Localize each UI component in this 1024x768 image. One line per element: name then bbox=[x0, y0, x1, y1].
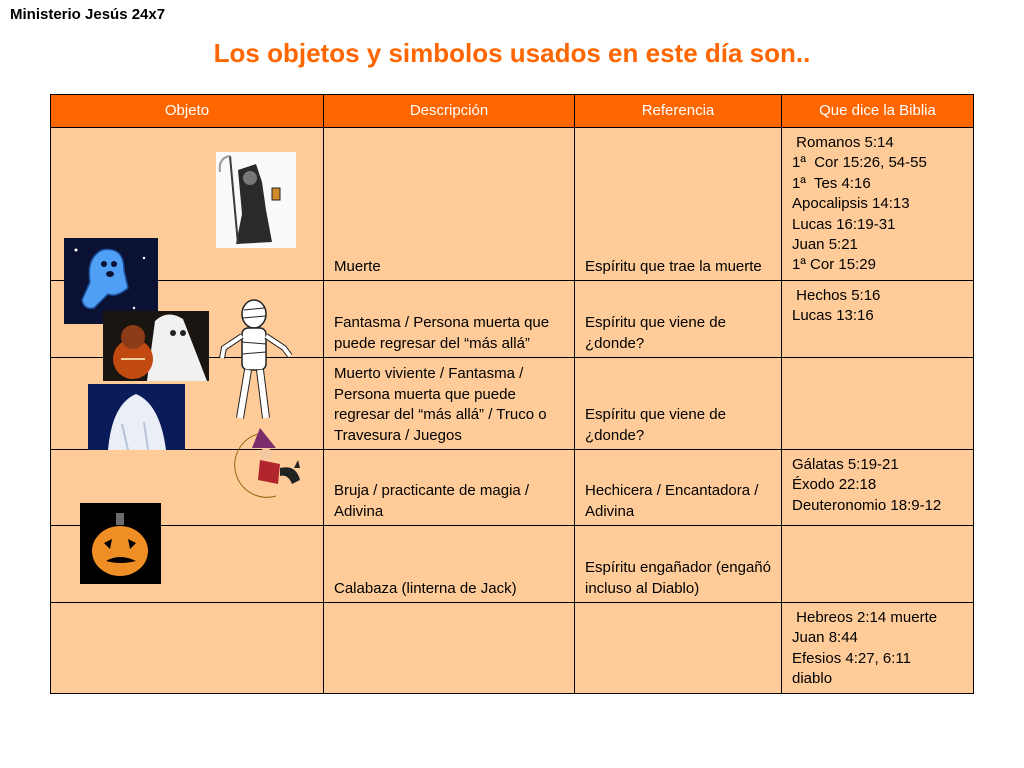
bible-reference: 1ª Tes 4:16 bbox=[792, 174, 871, 192]
table-row bbox=[51, 128, 974, 281]
cell-descripcion bbox=[324, 358, 575, 450]
table-header-row bbox=[51, 95, 974, 128]
column-header-biblia: Que dice la Biblia bbox=[782, 95, 974, 128]
white-ghost-image bbox=[88, 384, 185, 450]
bible-reference: Lucas 16:19-31 bbox=[792, 215, 896, 233]
symbols-table bbox=[50, 94, 974, 694]
descripcion-text: Muerte bbox=[334, 257, 381, 275]
mummy-image bbox=[218, 298, 296, 422]
bible-reference: 1ª Cor 15:26, 54-55 bbox=[792, 154, 927, 172]
cell-descripcion bbox=[324, 281, 575, 358]
table-row bbox=[51, 603, 974, 694]
descripcion-text: Muerto viviente / Fantasma / Persona muerta que puede regresar del “más allá” / Truco o Travesura / Juegos bbox=[334, 365, 547, 444]
cell-referencia bbox=[575, 450, 782, 526]
cell-biblia bbox=[782, 358, 974, 450]
cell-objeto bbox=[51, 603, 324, 694]
cell-descripcion bbox=[324, 603, 575, 694]
bible-reference: Juan 8:44 bbox=[792, 629, 858, 647]
bible-reference: Gálatas 5:19-21 bbox=[792, 456, 899, 473]
descripcion-text: Calabaza (linterna de Jack) bbox=[334, 579, 517, 597]
cell-biblia bbox=[782, 450, 974, 526]
cell-descripcion bbox=[324, 128, 575, 281]
bible-reference: diablo bbox=[792, 670, 833, 688]
bible-reference: Lucas 13:16 bbox=[792, 307, 874, 325]
cell-biblia bbox=[782, 281, 974, 358]
cell-biblia bbox=[782, 526, 974, 603]
sheet-ghost-costume-image bbox=[103, 311, 209, 381]
bible-reference: Apocalipsis 14:13 bbox=[792, 195, 910, 213]
jack-o-lantern-image bbox=[80, 503, 161, 584]
table-row bbox=[51, 526, 974, 603]
cell-referencia bbox=[575, 358, 782, 450]
bible-reference: Hebreos 2:14 muerte bbox=[792, 609, 938, 626]
referencia-text: Hechicera / Encantadora / Adivina bbox=[585, 482, 759, 520]
bible-reference: Éxodo 22:18 bbox=[792, 476, 877, 494]
cell-biblia bbox=[782, 128, 974, 281]
page-title: Los objetos y simbolos usados en este día son.. bbox=[213, 38, 811, 68]
referencia-text: Espíritu engañador (engañó incluso al Diablo) bbox=[585, 559, 771, 597]
bible-reference: Romanos 5:14 bbox=[792, 134, 894, 151]
column-header-referencia: Referencia bbox=[575, 95, 782, 128]
witch-on-moon-image bbox=[230, 424, 308, 504]
bible-reference: 1ª Cor 15:29 bbox=[792, 256, 876, 274]
cell-biblia bbox=[782, 603, 974, 694]
column-header-objeto: Objeto bbox=[51, 95, 324, 128]
bible-reference: Juan 5:21 bbox=[792, 236, 858, 254]
bible-reference: Efesios 4:27, 6:11 bbox=[792, 649, 911, 667]
cell-descripcion bbox=[324, 450, 575, 526]
ministry-name: Ministerio Jesús 24x7 bbox=[10, 6, 166, 23]
bible-reference: Deuteronomio 18:9-12 bbox=[792, 496, 942, 514]
cell-referencia bbox=[575, 128, 782, 281]
referencia-text: Espíritu que trae la muerte bbox=[585, 257, 762, 275]
grim-reaper-image bbox=[216, 152, 296, 248]
cell-referencia bbox=[575, 281, 782, 358]
table-row bbox=[51, 450, 974, 526]
cell-referencia bbox=[575, 603, 782, 694]
descripcion-text: Fantasma / Persona muerta que puede regresar del “más allá” bbox=[334, 314, 550, 352]
cell-descripcion bbox=[324, 526, 575, 603]
referencia-text: Espíritu que viene de ¿donde? bbox=[585, 406, 726, 444]
cell-referencia bbox=[575, 526, 782, 603]
descripcion-text: Bruja / practicante de magia / Adivina bbox=[334, 482, 530, 520]
referencia-text: Espíritu que viene de ¿donde? bbox=[585, 314, 726, 352]
column-header-descripcion: Descripción bbox=[324, 95, 575, 128]
bible-reference: Hechos 5:16 bbox=[792, 287, 881, 304]
